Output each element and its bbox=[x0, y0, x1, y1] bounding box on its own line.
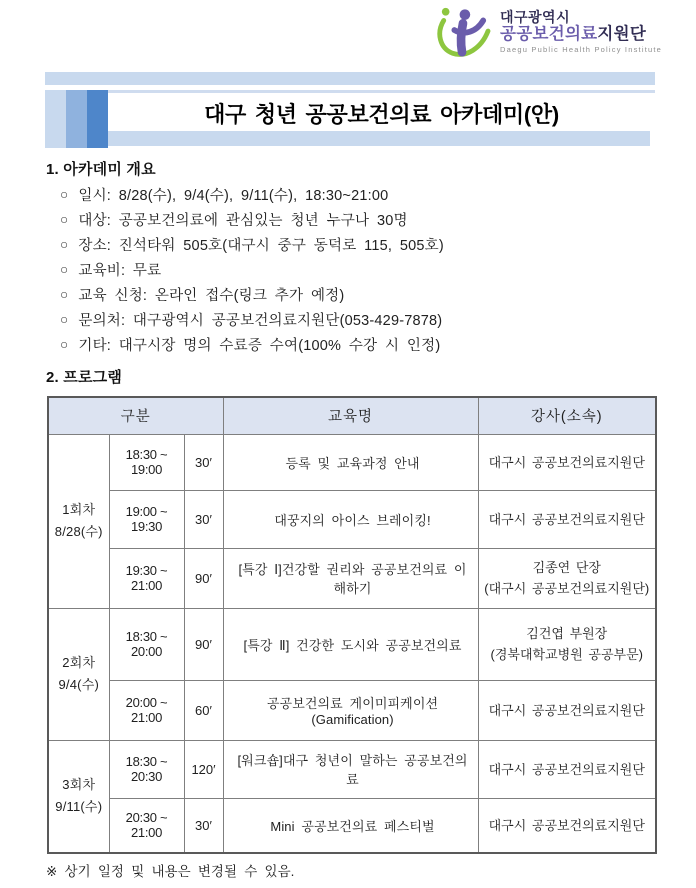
title-banner bbox=[45, 90, 655, 148]
org-subtitle-en: Daegu Public Health Policy Institute bbox=[499, 45, 662, 55]
session-1-cell bbox=[48, 434, 109, 608]
table-header-row bbox=[48, 397, 656, 434]
session-label: 3회차 bbox=[62, 777, 96, 793]
org-logo bbox=[433, 6, 662, 58]
duration-cell: 90′ bbox=[184, 608, 223, 680]
time-cell: 18:30 ~ 20:30 bbox=[109, 740, 184, 798]
overview-item-fee bbox=[60, 259, 444, 284]
lecturer-cell: 대구시 공공보건의료지원단 bbox=[478, 434, 656, 490]
table-row bbox=[48, 798, 656, 853]
circle-bullet-icon: ○ bbox=[60, 262, 69, 277]
duration-cell: 30′ bbox=[184, 490, 223, 548]
dpi-logo-mark-icon bbox=[433, 6, 493, 58]
session-date: 9/11(수) bbox=[55, 799, 103, 815]
page-title: 대구 청년 공공보건의료 아카데미(안) bbox=[204, 102, 559, 127]
schedule-change-note: ※ 상기 일정 및 내용은 변경될 수 있음. bbox=[46, 864, 295, 879]
overview-item-text: 교육비: 무료 bbox=[78, 263, 162, 279]
overview-item-text: 교육 신청: 온라인 접수(링크 추가 예정) bbox=[78, 288, 345, 304]
session-label: 2회차 bbox=[62, 655, 96, 670]
overview-list bbox=[60, 184, 444, 359]
program-heading: 2. 프로그램 bbox=[46, 369, 123, 386]
duration-cell: 90′ bbox=[184, 548, 223, 608]
table-row bbox=[48, 548, 656, 608]
course-cell: [특강 Ⅰ]건강할 권리와 공공보건의료 이해하기 bbox=[223, 548, 478, 608]
time-cell: 19:30 ~ 21:00 bbox=[109, 548, 184, 608]
course-cell: 공공보건의료 게이미피케이션(Gamification) bbox=[223, 680, 478, 740]
col-header-lecturer: 강사(소속) bbox=[478, 397, 656, 434]
circle-bullet-icon: ○ bbox=[60, 212, 69, 227]
overview-item-text: 문의처: 대구광역시 공공보건의료지원단(053-429-7878) bbox=[78, 313, 443, 329]
table-row bbox=[48, 434, 656, 490]
org-name-line2 bbox=[500, 25, 662, 44]
session-2-cell bbox=[48, 608, 109, 740]
col-header-category: 구분 bbox=[48, 397, 223, 434]
org-name-line1: 대구광역시 bbox=[499, 9, 571, 26]
circle-bullet-icon: ○ bbox=[60, 337, 69, 352]
course-cell: 등록 및 교육과정 안내 bbox=[223, 434, 478, 490]
col-header-course: 교육명 bbox=[223, 397, 478, 434]
lecturer-name: 김건엽 부원장 bbox=[526, 626, 608, 641]
course-cell: [워크숍]대구 청년이 말하는 공공보건의료 bbox=[223, 740, 478, 798]
banner-bottom-band bbox=[108, 131, 650, 146]
duration-cell: 30′ bbox=[184, 798, 223, 853]
overview-item-text: 대상: 공공보건의료에 관심있는 청년 누구나 30명 bbox=[78, 213, 408, 229]
lecturer-cell bbox=[478, 608, 656, 680]
course-cell: Mini 공공보건의료 페스티벌 bbox=[223, 798, 478, 853]
circle-bullet-icon: ○ bbox=[60, 312, 69, 327]
time-cell: 18:30 ~ 19:00 bbox=[109, 434, 184, 490]
overview-item-text: 기타: 대구시장 명의 수료증 수여(100% 수강 시 인정) bbox=[78, 338, 441, 354]
org-name-rest: 지원단 bbox=[597, 25, 647, 44]
time-cell: 19:00 ~ 19:30 bbox=[109, 490, 184, 548]
overview-item-text: 장소: 진석타워 505호(대구시 중구 동덕로 115, 505호) bbox=[78, 238, 444, 254]
org-name-highlight: 공공보건의료 bbox=[499, 25, 598, 44]
course-cell: [특강 Ⅱ] 건강한 도시와 공공보건의료 bbox=[223, 608, 478, 680]
circle-bullet-icon: ○ bbox=[60, 237, 69, 252]
org-logo-text bbox=[500, 9, 662, 55]
overview-item-etc bbox=[60, 334, 444, 359]
overview-heading: 1. 아카데미 개요 bbox=[46, 161, 156, 178]
banner-top-line bbox=[45, 90, 655, 93]
circle-bullet-icon: ○ bbox=[60, 187, 69, 202]
table-row bbox=[48, 740, 656, 798]
top-accent-bar bbox=[45, 72, 655, 85]
overview-item-date bbox=[60, 184, 444, 209]
lecturer-name: 김종연 단장 bbox=[532, 560, 601, 575]
circle-bullet-icon: ○ bbox=[60, 287, 69, 302]
lecturer-affiliation: (경북대학교병원 공공부문) bbox=[490, 647, 643, 662]
overview-item-apply bbox=[60, 284, 444, 309]
banner-stripe-mid bbox=[66, 90, 87, 148]
table-row bbox=[48, 608, 656, 680]
duration-cell: 120′ bbox=[184, 740, 223, 798]
lecturer-affiliation: (대구시 공공보건의료지원단) bbox=[484, 581, 650, 596]
lecturer-cell: 대구시 공공보건의료지원단 bbox=[478, 798, 656, 853]
lecturer-cell: 대구시 공공보건의료지원단 bbox=[478, 740, 656, 798]
overview-item-text: 일시: 8/28(수), 9/4(수), 9/11(수), 18:30~21:00 bbox=[78, 188, 389, 204]
time-cell: 20:30 ~ 21:00 bbox=[109, 798, 184, 853]
table-row bbox=[48, 680, 656, 740]
banner-stripe-light bbox=[45, 90, 66, 148]
lecturer-cell bbox=[478, 548, 656, 608]
time-cell: 20:00 ~ 21:00 bbox=[109, 680, 184, 740]
overview-item-target bbox=[60, 209, 444, 234]
duration-cell: 30′ bbox=[184, 434, 223, 490]
session-label: 1회차 bbox=[62, 502, 96, 517]
session-date: 9/4(수) bbox=[58, 677, 99, 692]
session-3-cell bbox=[48, 740, 109, 853]
course-cell: 대꿍지의 아이스 브레이킹! bbox=[223, 490, 478, 548]
time-cell: 18:30 ~ 20:00 bbox=[109, 608, 184, 680]
duration-cell: 60′ bbox=[184, 680, 223, 740]
lecturer-cell: 대구시 공공보건의료지원단 bbox=[478, 680, 656, 740]
program-table bbox=[47, 396, 657, 854]
overview-item-contact bbox=[60, 309, 444, 334]
table-row bbox=[48, 490, 656, 548]
banner-stripe-dark bbox=[87, 90, 108, 148]
overview-item-place bbox=[60, 234, 444, 259]
lecturer-cell: 대구시 공공보건의료지원단 bbox=[478, 490, 656, 548]
session-date: 8/28(수) bbox=[54, 524, 103, 539]
